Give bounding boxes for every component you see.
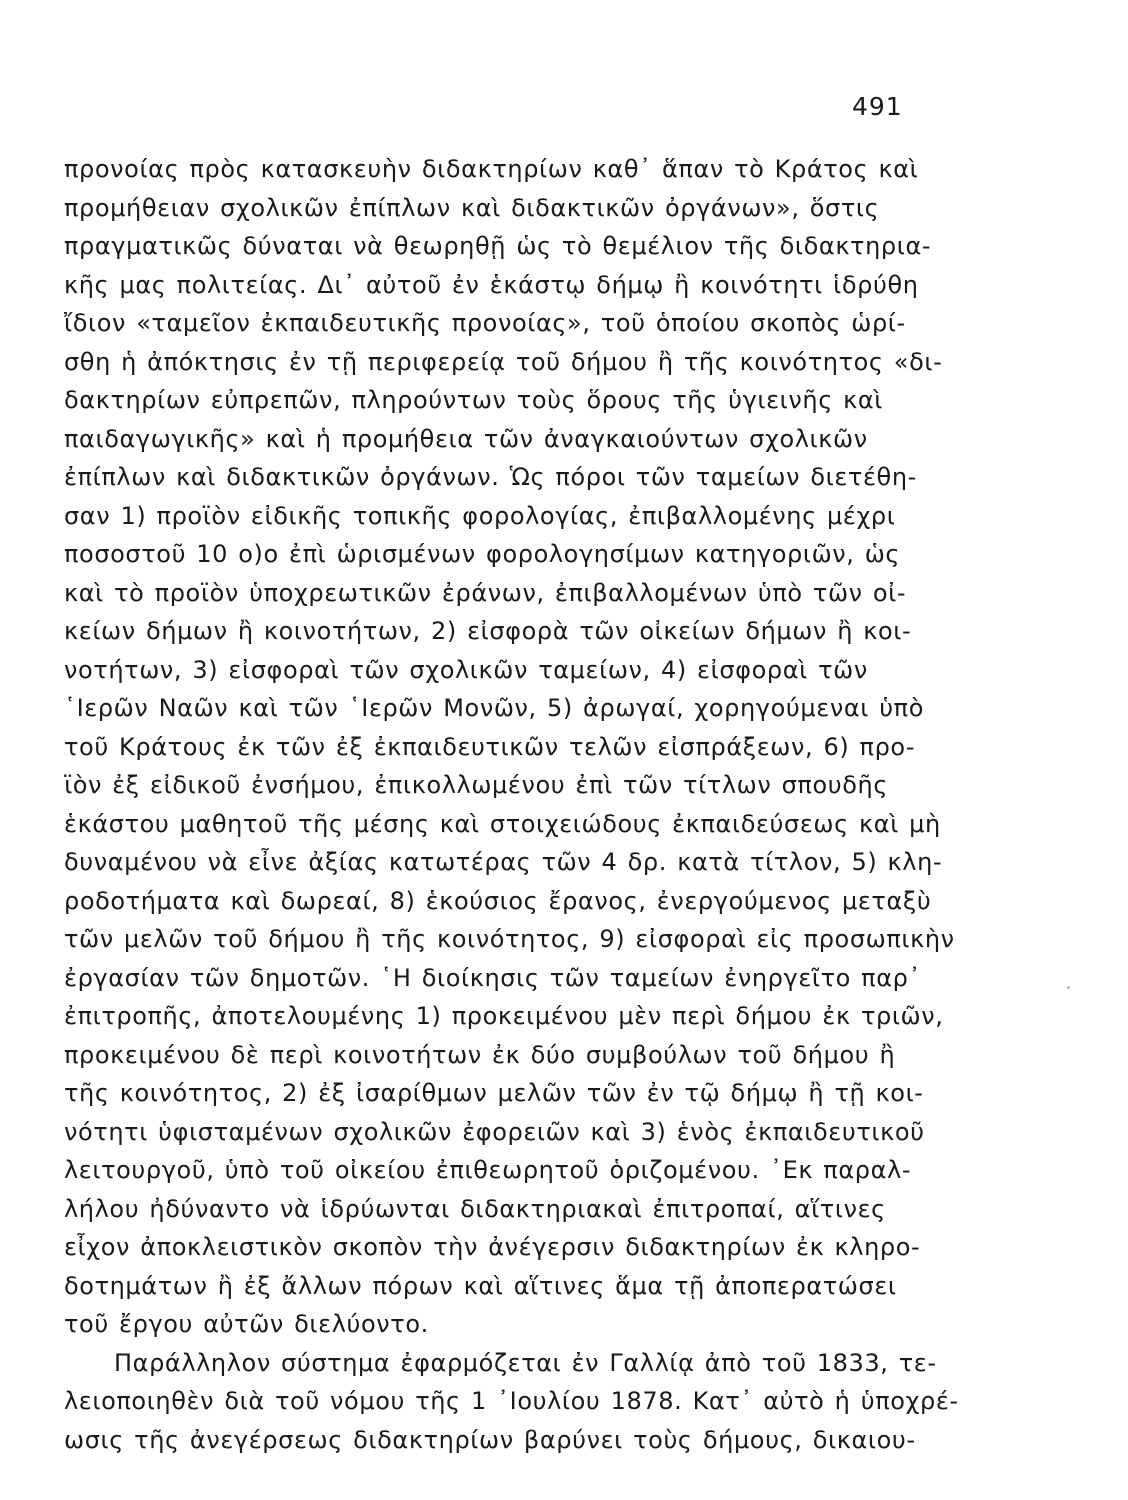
text-line: ῾Ιερῶν Ναῶν καὶ τῶν ῾Ιερῶν Μονῶν, 5) ἀρωγαί, χορηγούμεναι ὑπὸ (64, 694, 925, 722)
text-line: ἐπιτροπῆς, ἀποτελουμένης 1) προκειμένου μὲν περὶ δήμου ἐκ τριῶν, (64, 1002, 944, 1030)
text-line: κείων δήμων ἢ κοινοτήτων, 2) εἰσφορὰ τῶν οἰκείων δήμων ἢ κοι- (64, 617, 912, 645)
text-line: ωσις τῆς ἀνεγέρσεως διδακτηρίων βαρύνει τοὺς δήμους, δικαιου- (64, 1425, 916, 1454)
text-line: πραγματικῶς δύναται νὰ θεωρηθῇ ὡς τὸ θεμέλιον τῆς διδακτηρια- (64, 232, 932, 260)
text-line: ἴδιον «ταμεῖον ἐκπαιδευτικῆς προνοίας», τοῦ ὁποίου σκοπὸς ὡρί- (64, 309, 906, 337)
text-line: σθη ἡ ἀπόκτησις ἐν τῇ περιφερείᾳ τοῦ δήμου ἢ τῆς κοινότητος «δι- (64, 347, 943, 376)
text-line: νοτήτων, 3) εἰσφοραὶ τῶν σχολικῶν ταμείων, 4) εἰσφοραὶ τῶν (64, 655, 868, 684)
text-line: ποσοστοῦ 10 ο)ο ἐπὶ ὡρισμένων φορολογησίμων κατηγοριῶν, ὡς (64, 540, 901, 568)
scan-speck (1067, 986, 1070, 989)
text-line: προκειμένου δὲ περὶ κοινοτήτων ἐκ δύο συμβούλων τοῦ δήμου ἢ (64, 1040, 896, 1069)
text-line: παιδαγωγικῆς» καὶ ἡ προμήθεια τῶν ἀναγκαιούντων σχολικῶν (64, 424, 868, 453)
text-line: λήλου ἠδύναντο νὰ ἱδρύωνται διδακτηριακαὶ ἐπιτροπαί, αἵτινες (64, 1194, 886, 1223)
paragraph-first-line: Παράλληλον σύστημα ἐφαρμόζεται ἐν Γαλλίᾳ ἀπὸ τοῦ 1833, τε- (114, 1348, 937, 1377)
text-line: νότητι ὑφισταμένων σχολικῶν ἐφορειῶν καὶ 3) ἑνὸς ἐκπαιδευτικοῦ (64, 1117, 925, 1146)
text-line: τοῦ Κράτους ἐκ τῶν ἐξ ἐκπαιδευτικῶν τελῶν εἰσπράξεων, 6) προ- (64, 732, 915, 761)
text-line: δακτηρίων εὐπρεπῶν, πληρούντων τοὺς ὅρους τῆς ὑγιεινῆς καὶ (64, 386, 884, 414)
text-line: τῆς κοινότητος, 2) ἐξ ἰσαρίθμων μελῶν τῶν ἐν τῷ δήμῳ ἢ τῇ κοι- (64, 1079, 924, 1107)
text-line: τῶν μελῶν τοῦ δήμου ἢ τῆς κοινότητος, 9) εἰσφοραὶ εἰς προσωπικὴν (64, 925, 955, 953)
text-line: κῆς μας πολιτείας. Δι᾽ αὐτοῦ ἐν ἑκάστῳ δήμῳ ἢ κοινότητι ἱδρύθη (64, 270, 919, 299)
document-text-body (64, 150, 1084, 1459)
text-line: λειοποιηθὲν διὰ τοῦ νόμου τῆς 1 ᾿Ιουλίου 1878. Κατ᾽ αὐτὸ ἡ ὑποχρέ- (64, 1387, 959, 1415)
text-line: προμήθειαν σχολικῶν ἐπίπλων καὶ διδακτικῶν ὀργάνων», ὅστις (64, 193, 880, 222)
text-line: ἑκάστου μαθητοῦ τῆς μέσης καὶ στοιχειώδους ἐκπαιδεύσεως καὶ μὴ (64, 809, 941, 838)
text-line: λειτουργοῦ, ὑπὸ τοῦ οἰκείου ἐπιθεωρητοῦ ὁριζομένου. ᾿Εκ παραλ- (64, 1156, 912, 1184)
text-line: δυναμένου νὰ εἶνε ἀξίας κατωτέρας τῶν 4 δρ. κατὰ τίτλον, 5) κλη- (64, 848, 943, 876)
page-number: 491 (852, 92, 903, 121)
text-line: τοῦ ἔργου αὐτῶν διελύοντο. (64, 1310, 429, 1338)
text-line: προνοίας πρὸς κατασκευὴν διδακτηρίων καθ᾽ ἅπαν τὸ Κράτος καὶ (64, 155, 919, 183)
text-line: σαν 1) προϊὸν εἰδικῆς τοπικῆς φορολογίας, ἐπιβαλλομένης μέχρι (64, 501, 896, 530)
text-line: ϊὸν ἐξ εἰδικοῦ ἐνσήμου, ἐπικολλωμένου ἐπὶ τῶν τίτλων σπουδῆς (64, 771, 889, 799)
text-line: ἐργασίαν τῶν δημοτῶν. ῾Η διοίκησις τῶν ταμείων ἐνηργεῖτο παρ᾽ (64, 963, 922, 992)
text-line: δοτημάτων ἢ ἐξ ἄλλων πόρων καὶ αἵτινες ἅμα τῇ ἀποπερατώσει (64, 1271, 897, 1300)
text-line: εἶχον ἀποκλειστικὸν σκοπὸν τὴν ἀνέγερσιν διδακτηρίων ἐκ κληρο- (64, 1233, 921, 1261)
text-line: ροδοτήματα καὶ δωρεαί, 8) ἑκούσιος ἔρανος, ἐνεργούμενος μεταξὺ (64, 886, 932, 915)
text-line: ἐπίπλων καὶ διδακτικῶν ὀργάνων. Ὡς πόροι τῶν ταμείων διετέθη- (64, 463, 917, 491)
text-line: καὶ τὸ προϊὸν ὑποχρεωτικῶν ἐράνων, ἐπιβαλλομένων ὑπὸ τῶν οἰ- (64, 578, 907, 607)
